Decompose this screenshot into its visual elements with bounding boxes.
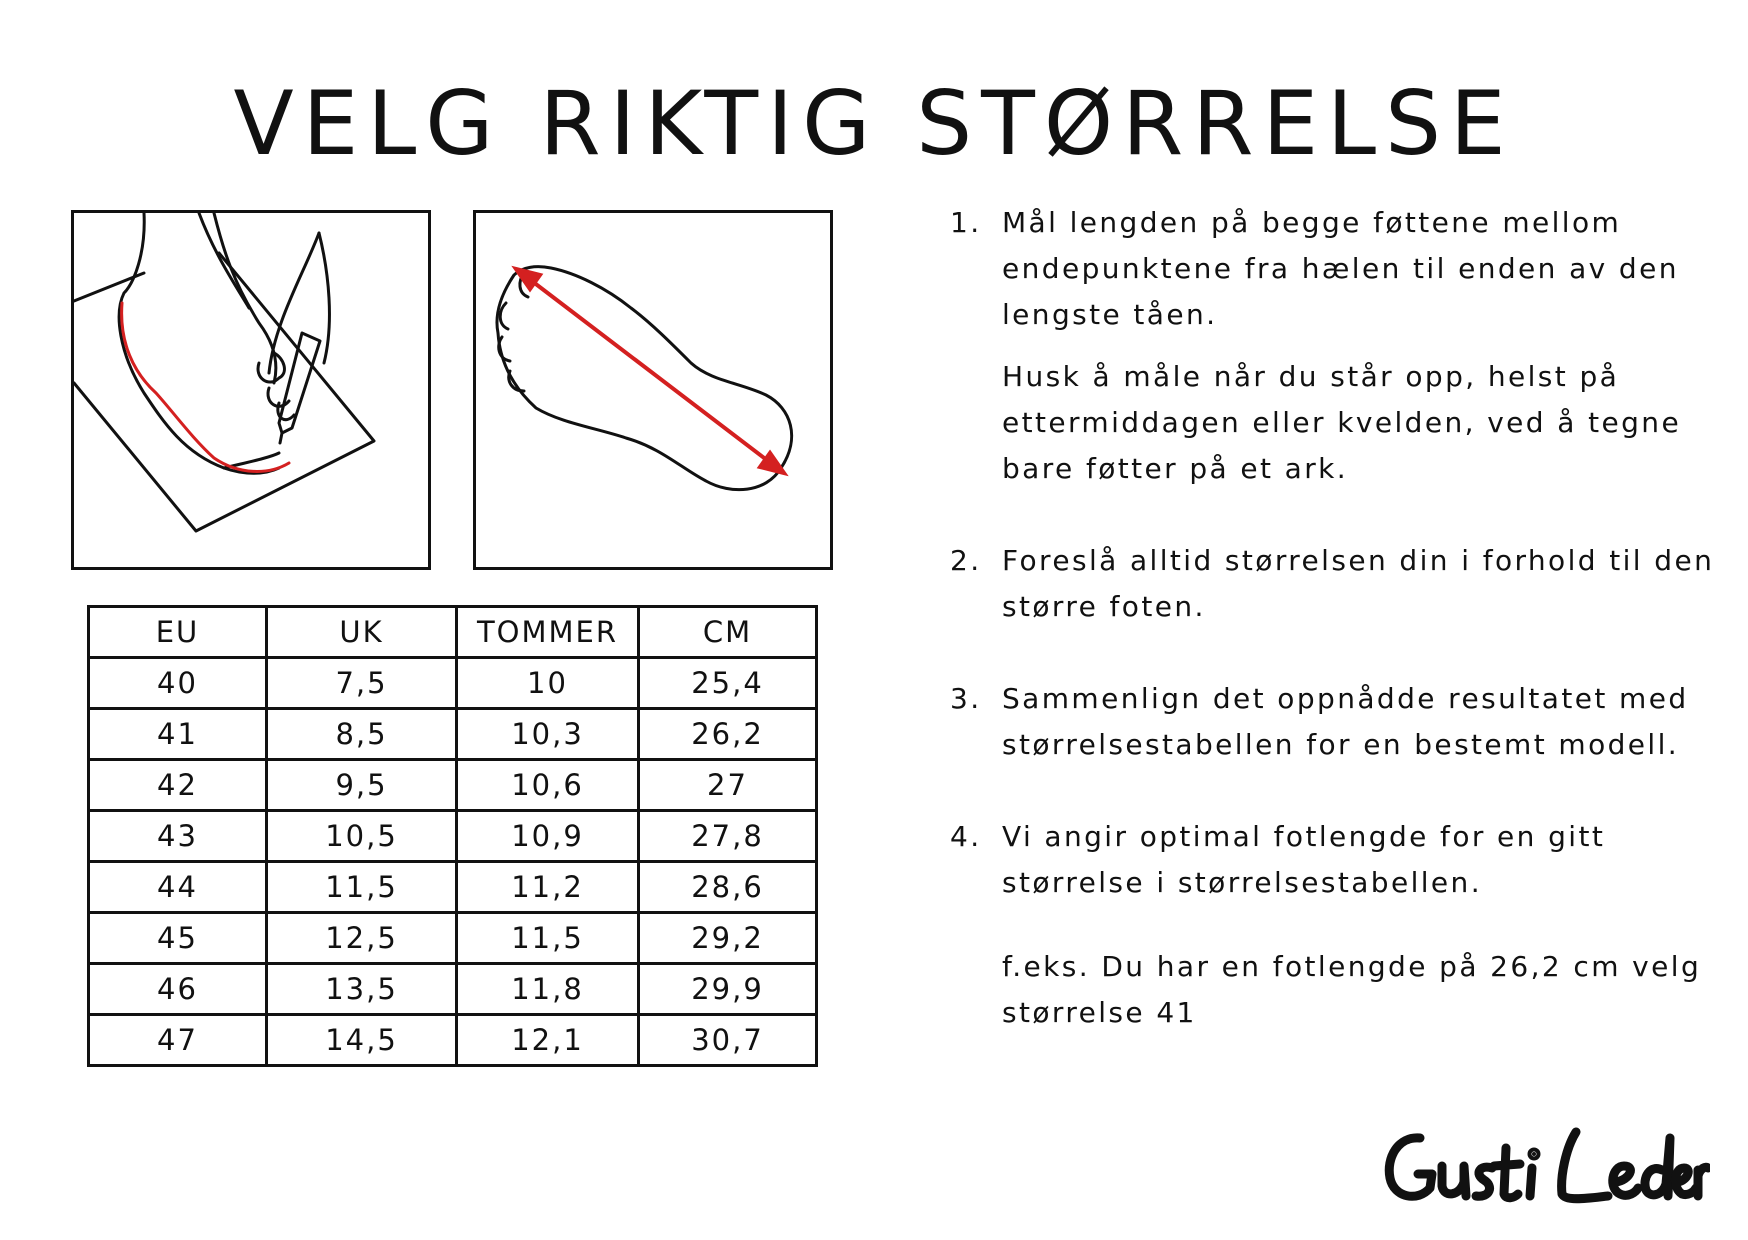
header-eu: EU <box>89 607 267 658</box>
cell-cm: 27,8 <box>639 811 817 862</box>
instruction-step-1 <box>950 200 1740 338</box>
cell-tommer: 11,8 <box>457 964 639 1015</box>
cell-cm: 26,2 <box>639 709 817 760</box>
cell-eu: 42 <box>89 760 267 811</box>
step-text: Mål lengden på begge føttene mellom endepunktene fra hælen til enden av den lengste tåen. <box>1002 206 1679 331</box>
cell-uk: 11,5 <box>267 862 457 913</box>
table-row <box>89 1015 817 1066</box>
cell-eu: 45 <box>89 913 267 964</box>
cell-uk: 13,5 <box>267 964 457 1015</box>
foot-tracing-panel <box>71 210 431 570</box>
table-row <box>89 760 817 811</box>
cell-cm: 29,2 <box>639 913 817 964</box>
instruction-step-1-note: Husk å måle når du står opp, helst på ettermiddagen eller kvelden, ved å tegne bare føtter på et ark. <box>1002 360 1682 485</box>
cell-cm: 29,9 <box>639 964 817 1015</box>
cell-eu: 47 <box>89 1015 267 1066</box>
step-text: Foreslå alltid størrelsen din i forhold til den større foten. <box>1002 544 1715 623</box>
step-number: 3. <box>950 682 982 715</box>
page-title: VELG RIKTIG STØRRELSE <box>233 72 1515 175</box>
header-uk: UK <box>267 607 457 658</box>
size-table <box>87 605 818 1067</box>
foot-length-panel <box>473 210 833 570</box>
step-number: 2. <box>950 544 982 577</box>
cell-uk: 9,5 <box>267 760 457 811</box>
cell-uk: 8,5 <box>267 709 457 760</box>
brand-logo <box>1380 1118 1710 1214</box>
foot-length-measure-illustration-icon <box>476 213 830 567</box>
cell-tommer: 10,3 <box>457 709 639 760</box>
header-tommer: TOMMER <box>457 607 639 658</box>
table-row <box>89 811 817 862</box>
cell-eu: 41 <box>89 709 267 760</box>
cell-eu: 43 <box>89 811 267 862</box>
cell-uk: 12,5 <box>267 913 457 964</box>
table-row <box>89 913 817 964</box>
cell-tommer: 12,1 <box>457 1015 639 1066</box>
header-cm: CM <box>639 607 817 658</box>
step-number: 1. <box>950 206 982 239</box>
step-text: Sammenlign det oppnådde resultatet med størrelsestabellen for en bestemt modell. <box>1002 682 1689 761</box>
cell-tommer: 10,6 <box>457 760 639 811</box>
cell-cm: 25,4 <box>639 658 817 709</box>
table-row <box>89 862 817 913</box>
cell-tommer: 10 <box>457 658 639 709</box>
cell-eu: 46 <box>89 964 267 1015</box>
cell-cm: 27 <box>639 760 817 811</box>
size-table-header-row <box>89 607 817 658</box>
cell-uk: 10,5 <box>267 811 457 862</box>
cell-uk: 14,5 <box>267 1015 457 1066</box>
cell-tommer: 11,2 <box>457 862 639 913</box>
table-row <box>89 709 817 760</box>
instruction-step-2 <box>950 538 1740 630</box>
foot-tracing-illustration-icon <box>74 213 428 567</box>
table-row <box>89 658 817 709</box>
cell-uk: 7,5 <box>267 658 457 709</box>
cell-cm: 30,7 <box>639 1015 817 1066</box>
instruction-example: f.eks. Du har en fotlengde på 26,2 cm velg størrelse 41 <box>1002 950 1702 1029</box>
cell-tommer: 11,5 <box>457 913 639 964</box>
table-row <box>89 964 817 1015</box>
instruction-step-4 <box>950 814 1740 906</box>
cell-eu: 40 <box>89 658 267 709</box>
cell-tommer: 10,9 <box>457 811 639 862</box>
instructions-list <box>950 200 1740 1036</box>
cell-cm: 28,6 <box>639 862 817 913</box>
cell-eu: 44 <box>89 862 267 913</box>
step-number: 4. <box>950 820 982 853</box>
instruction-step-3 <box>950 676 1740 768</box>
step-text: Vi angir optimal fotlengde for en gitt størrelse i størrelsestabellen. <box>1002 820 1606 899</box>
